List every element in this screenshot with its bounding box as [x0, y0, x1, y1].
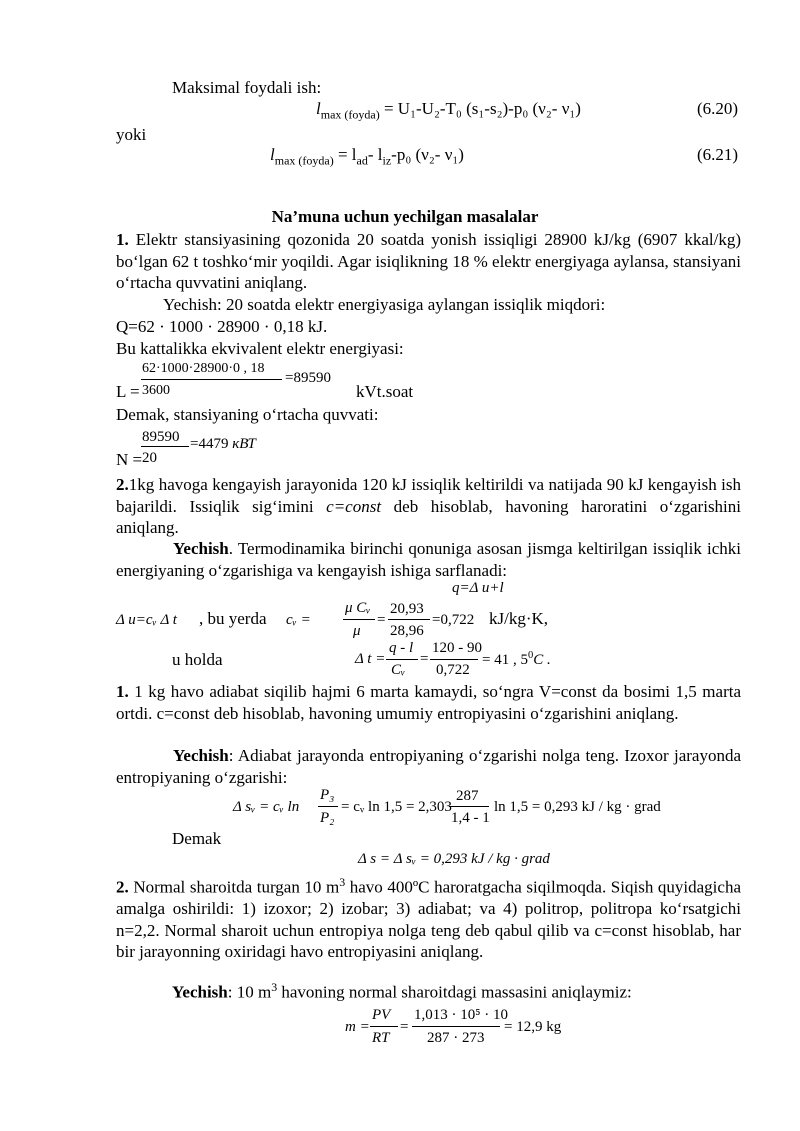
cv-frac-num2: 20,93 — [390, 601, 424, 617]
N-prefix: N = — [116, 450, 143, 469]
problem-1-text — [116, 229, 741, 294]
L-fraction-bar — [141, 379, 282, 380]
cv-frac-den: μ — [353, 623, 361, 639]
bu-yerda-text: , bu yerda — [199, 609, 267, 628]
problem-2-solution-body: . Termodinamika birinchi qonuniga asosan jismga keltirilgan issiqlik ichki energiyaning o‘zgarishiga va kengayish ishiga sarflanadi: — [116, 539, 741, 580]
problem-3-number: 1. — [116, 682, 129, 701]
eq-621-mid2: - l — [367, 145, 383, 164]
dt-lhs: Δ t = — [355, 651, 386, 667]
ds-total: Δ s = Δ sᵥ = 0,293 kJ / kg · grad — [358, 851, 550, 867]
m-frac-num: PV — [372, 1007, 391, 1023]
problem-3-body: 1 kg havo adiabat siqilib hajmi 6 marta kamaydi, so‘ngra V=const da bosimi 1,5 marta ortdi. c=const deb hisoblab, havoning umumiy entropiyasini o‘zgarishini aniqlang. — [116, 682, 741, 723]
problem-2-cconst: c=const — [326, 496, 382, 516]
problem-2-solution-label: Yechish — [173, 539, 229, 558]
ds-frac-num2: 287 — [456, 788, 479, 804]
equation-6-21 — [270, 145, 464, 168]
problem-1-body: Elektr stansiyasining qozonida 20 soatda yonish issiqligi 28900 kJ/kg (6907 kkal/kg) bo‘lgan 62 t toshko‘mir yoqildi. Agar isiqlikning 18 % elektr energiyaga aylansa, stansiyani o‘rtacha quvvatini aniqlang. — [116, 230, 741, 292]
section-title: Na’muna uchun yechilgan masalalar — [271, 207, 539, 226]
demak-text-2: Demak — [172, 829, 222, 848]
problem-4-solution-sup: 3 — [271, 980, 278, 994]
dt-equals: = — [420, 651, 429, 667]
dt-frac-den: Cᵥ — [391, 662, 406, 678]
problem-4-solution-a: : 10 m — [227, 982, 272, 1002]
m-lhs: m = — [345, 1019, 370, 1035]
N-fraction-bar — [141, 446, 189, 447]
ds-frac-bar — [318, 806, 338, 807]
ds-mid: = cᵥ ln 1,5 = 2,303 — [341, 799, 452, 815]
problem-4-solution — [172, 980, 632, 1003]
cv-frac-bar — [343, 619, 375, 620]
problem-4-sup: 3 — [339, 875, 346, 889]
q-formula: Q=62 · 1000 · 28900 · 0,18 kJ. — [116, 317, 328, 336]
eq-620-lhs: l — [316, 99, 321, 118]
problem-3-solution — [116, 745, 741, 788]
problem-3-solution-body: : Adiabat jarayonda entropiyaning o‘zgarishi nolga teng. Izoxor jarayonda entropiyaning o‘zgarishi: — [116, 746, 741, 787]
problem-3-solution-label: Yechish — [173, 746, 229, 765]
eq-621-mid: = l — [337, 145, 357, 164]
cv-frac-den2: 28,96 — [390, 623, 424, 639]
dt-result-sup: 0 — [527, 650, 534, 661]
cv-lhs: cᵥ = — [286, 612, 311, 628]
eq-intro: Maksimal foydali ish: — [172, 78, 322, 97]
problem-1-solution: Yechish: 20 soatda elektr energiyasiga aylangan issiqlik miqdori: — [163, 295, 606, 314]
problem-2-number: 2. — [116, 475, 129, 494]
equiv-text: Bu kattalikka ekvivalent elektr energiyasi: — [116, 339, 404, 358]
m-frac-den: RT — [372, 1030, 390, 1046]
cv-unit: kJ/kg·K, — [489, 609, 549, 628]
eq-621-rhs: -p₀ (ν₂- ν₁) — [391, 145, 464, 164]
m-result: = 12,9 kg — [504, 1019, 562, 1035]
problem-4-solution-b: havoning normal sharoitdagi massasini aniqlaymiz: — [277, 982, 632, 1002]
ds-result: ln 1,5 = 0,293 kJ / kg · grad — [494, 799, 661, 815]
N-numerator: 89590 — [142, 429, 180, 445]
yoki-text: yoki — [116, 125, 147, 144]
N-result — [190, 435, 256, 453]
cv-frac-num: μ Cᵥ — [345, 600, 371, 616]
ds-frac-num: P₃ — [320, 787, 335, 803]
eq-621-mid2-sub: iz — [382, 153, 392, 168]
eq-620-lhs-sub: max (foyda) — [320, 107, 380, 122]
ds-lhs: Δ sᵥ = cᵥ ln — [233, 799, 300, 815]
N-unit: кВТ — [232, 436, 256, 452]
ds-frac-den2: 1,4 - 1 — [451, 810, 490, 826]
problem-4-solution-label: Yechish — [172, 982, 228, 1002]
dt-unit: C . — [533, 652, 551, 668]
du-equation: Δ u=cᵥ Δ t — [116, 612, 177, 628]
problem-1-number: 1. — [116, 230, 129, 249]
N-denominator: 20 — [142, 450, 157, 466]
dt-frac-den2: 0,722 — [436, 662, 470, 678]
N-result-value: =4479 — [190, 436, 229, 452]
L-denominator: 3600 — [142, 383, 170, 398]
demak-text-1: Demak, stansiyaning o‘rtacha quvvati: — [116, 405, 379, 424]
dt-frac-bar2 — [430, 659, 478, 660]
L-prefix: L = — [116, 382, 140, 401]
problem-2-body-b: deb hisoblab, havoning haroratini o‘zgarishini aniqlang. — [116, 496, 742, 537]
eq-620-rhs: = U₁-U₂-T₀ (s₁-s₂)-p₀ (ν₂- ν₁) — [383, 99, 581, 118]
problem-4-body-b: havo 400ºC haroratgacha siqilmoqda. Siqish quyidagicha amalga oshirildi: 1) izoxor; 2) izobar; 3) adiabat; va 4) politrop, politropa ko‘rsatgichi n=2,2. Normal sharoit uchun entropiya nolga teng deb qabul qilib va c=const hisoblab, har bir jarayonning oxiridagi havo entropiyasini aniqlang. — [116, 877, 741, 962]
eq-621-lhs: l — [270, 145, 275, 164]
problem-4-body-a: Normal sharoitda turgan 10 m — [128, 877, 340, 897]
dt-result — [482, 650, 551, 669]
dt-frac-num2: 120 - 90 — [432, 640, 482, 656]
L-unit: kVt.soat — [356, 382, 414, 401]
q-equation: q=Δ u+l — [452, 580, 504, 596]
ds-frac-den: P₂ — [320, 810, 335, 826]
m-equals: = — [400, 1019, 409, 1035]
eq-621-lhs-sub: max (foyda) — [274, 153, 334, 168]
problem-2-text — [116, 474, 741, 539]
equation-6-20 — [316, 99, 581, 122]
dt-frac-bar — [386, 659, 418, 660]
m-frac-den2: 287 · 273 — [427, 1030, 485, 1046]
m-frac-bar — [370, 1026, 398, 1027]
dt-frac-num: q - l — [389, 640, 414, 656]
problem-4-text — [116, 872, 741, 963]
m-frac-num2: 1,013 · 10⁵ · 10 — [414, 1007, 508, 1023]
m-frac-bar2 — [412, 1026, 500, 1027]
problem-2-solution — [116, 538, 741, 581]
u-holda-text: u holda — [172, 650, 223, 669]
L-numerator: 62·1000·28900·0 , 18 — [142, 361, 265, 376]
cv-result: =0,722 — [432, 612, 475, 628]
eq-621-mid-sub: ad — [356, 153, 368, 168]
cv-frac-bar2 — [388, 619, 430, 620]
dt-result-value: = 41 , 5 — [482, 652, 528, 668]
problem-4-number: 2. — [116, 877, 129, 897]
problem-3-text — [116, 681, 741, 724]
equation-number-6-21: (6.21) — [697, 145, 739, 164]
ds-frac-bar2 — [449, 806, 489, 807]
L-result: =89590 — [285, 370, 331, 386]
cv-equals: = — [377, 612, 386, 628]
equation-number-6-20: (6.20) — [697, 99, 739, 118]
problem-2-body-a: 1kg havoga kengayish jarayonida 120 kJ issiqlik keltirildi va natijada 90 kJ kengayish ish bajarildi. Issiqlik sig‘imini — [116, 475, 741, 516]
